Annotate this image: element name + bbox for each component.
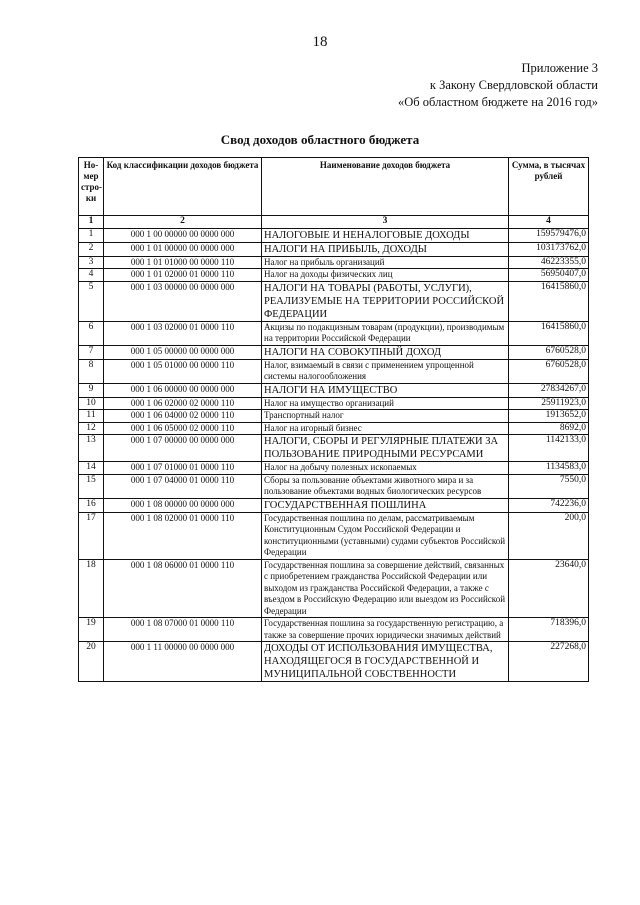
row-sum: 1913652,0 xyxy=(509,410,589,423)
row-name: НАЛОГОВЫЕ И НЕНАЛОГОВЫЕ ДОХОДЫ xyxy=(262,228,509,242)
col-number: 3 xyxy=(262,216,509,229)
col-number: 2 xyxy=(104,216,262,229)
row-sum: 6760528,0 xyxy=(509,359,589,383)
header-name: Наименование доходов бюджета xyxy=(262,158,509,216)
row-code: 000 1 08 00000 00 0000 000 xyxy=(104,498,262,512)
row-number: 2 xyxy=(79,242,104,256)
row-number: 5 xyxy=(79,281,104,321)
header-sum: Сумма, в тысячах рублей xyxy=(509,158,589,216)
row-sum: 8692,0 xyxy=(509,422,589,435)
header-row-number: Но-мер стро-ки xyxy=(79,158,104,216)
table-row xyxy=(79,345,589,359)
row-number: 18 xyxy=(79,559,104,618)
row-number: 6 xyxy=(79,321,104,345)
table-row xyxy=(79,618,589,642)
row-sum: 742236,0 xyxy=(509,498,589,512)
table-row xyxy=(79,642,589,682)
table-header-row xyxy=(79,158,589,216)
row-number: 4 xyxy=(79,269,104,282)
row-number: 17 xyxy=(79,512,104,559)
row-code: 000 1 06 00000 00 0000 000 xyxy=(104,383,262,397)
row-name: Транспортный налог xyxy=(262,410,509,423)
appendix-line-3: «Об областном бюджете на 2016 год» xyxy=(398,95,598,109)
table-row xyxy=(79,269,589,282)
row-name: Налог на добычу полезных ископаемых xyxy=(262,462,509,475)
row-code: 000 1 00 00000 00 0000 000 xyxy=(104,228,262,242)
appendix-block xyxy=(398,60,598,111)
document-title: Свод доходов областного бюджета xyxy=(220,132,420,147)
row-name: Налог на игорный бизнес xyxy=(262,422,509,435)
row-sum: 1134583,0 xyxy=(509,462,589,475)
table-row xyxy=(79,397,589,410)
row-name: НАЛОГИ НА СОВОКУПНЫЙ ДОХОД xyxy=(262,345,509,359)
row-sum: 1142133,0 xyxy=(509,435,589,462)
row-code: 000 1 01 01000 00 0000 110 xyxy=(104,256,262,269)
table-row xyxy=(79,242,589,256)
row-name: Государственная пошлина по делам, рассматриваемым Конституционным Судом Российской Федерации и конституционными (уставными) судами субъектов Российской Федерации xyxy=(262,512,509,559)
row-name: Налог на прибыль организаций xyxy=(262,256,509,269)
row-sum: 46223355,0 xyxy=(509,256,589,269)
row-number: 14 xyxy=(79,462,104,475)
row-code: 000 1 03 02000 01 0000 110 xyxy=(104,321,262,345)
row-number: 9 xyxy=(79,383,104,397)
column-number-row xyxy=(79,216,589,229)
row-code: 000 1 07 00000 00 0000 000 xyxy=(104,435,262,462)
row-sum: 7550,0 xyxy=(509,474,589,498)
header-code: Код классификации доходов бюджета xyxy=(104,158,262,216)
row-sum: 6760528,0 xyxy=(509,345,589,359)
row-name: НАЛОГИ НА ТОВАРЫ (РАБОТЫ, УСЛУГИ), РЕАЛИЗУЕМЫЕ НА ТЕРРИТОРИИ РОССИЙСКОЙ ФЕДЕРАЦИИ xyxy=(262,281,509,321)
row-sum: 718396,0 xyxy=(509,618,589,642)
table-row xyxy=(79,422,589,435)
row-sum: 25911923,0 xyxy=(509,397,589,410)
row-sum: 103173762,0 xyxy=(509,242,589,256)
row-code: 000 1 01 02000 01 0000 110 xyxy=(104,269,262,282)
row-number: 7 xyxy=(79,345,104,359)
table-row xyxy=(79,281,589,321)
row-sum: 16415860,0 xyxy=(509,281,589,321)
row-sum: 200,0 xyxy=(509,512,589,559)
row-name: НАЛОГИ НА ИМУЩЕСТВО xyxy=(262,383,509,397)
appendix-line-1: Приложение 3 xyxy=(521,61,598,75)
row-number: 3 xyxy=(79,256,104,269)
row-number: 8 xyxy=(79,359,104,383)
table-row xyxy=(79,410,589,423)
row-code: 000 1 01 00000 00 0000 000 xyxy=(104,242,262,256)
appendix-line-2: к Закону Свердловской области xyxy=(429,78,598,92)
row-sum: 56950407,0 xyxy=(509,269,589,282)
table-row xyxy=(79,256,589,269)
row-number: 11 xyxy=(79,410,104,423)
row-code: 000 1 07 04000 01 0000 110 xyxy=(104,474,262,498)
row-name: Государственная пошлина за совершение действий, связанных с приобретением гражданства Российской Федерации или выходом из гражданства Российской Федерации, а также с въездом в Российскую Федерацию или выездом из Российской Федерации xyxy=(262,559,509,618)
row-name: ДОХОДЫ ОТ ИСПОЛЬЗОВАНИЯ ИМУЩЕСТВА, НАХОДЯЩЕГОСЯ В ГОСУДАРСТВЕННОЙ И МУНИЦИПАЛЬНОЙ СОБСТВЕННОСТИ xyxy=(262,642,509,682)
row-code: 000 1 05 00000 00 0000 000 xyxy=(104,345,262,359)
table-row xyxy=(79,359,589,383)
row-name: Сборы за пользование объектами животного мира и за пользование объектами водных биологических ресурсов xyxy=(262,474,509,498)
row-number: 16 xyxy=(79,498,104,512)
row-number: 10 xyxy=(79,397,104,410)
row-name: НАЛОГИ НА ПРИБЫЛЬ, ДОХОДЫ xyxy=(262,242,509,256)
row-name: Государственная пошлина за государственную регистрацию, а также за совершение прочих юридически значимых действий xyxy=(262,618,509,642)
row-code: 000 1 03 00000 00 0000 000 xyxy=(104,281,262,321)
row-code: 000 1 05 01000 00 0000 110 xyxy=(104,359,262,383)
row-code: 000 1 06 05000 02 0000 110 xyxy=(104,422,262,435)
table-row xyxy=(79,228,589,242)
col-number: 1 xyxy=(79,216,104,229)
row-name: НАЛОГИ, СБОРЫ И РЕГУЛЯРНЫЕ ПЛАТЕЖИ ЗА ПОЛЬЗОВАНИЕ ПРИРОДНЫМИ РЕСУРСАМИ xyxy=(262,435,509,462)
table-row xyxy=(79,321,589,345)
row-number: 1 xyxy=(79,228,104,242)
row-code: 000 1 06 02000 02 0000 110 xyxy=(104,397,262,410)
row-code: 000 1 11 00000 00 0000 000 xyxy=(104,642,262,682)
row-code: 000 1 08 06000 01 0000 110 xyxy=(104,559,262,618)
row-code: 000 1 08 02000 01 0000 110 xyxy=(104,512,262,559)
row-code: 000 1 08 07000 01 0000 110 xyxy=(104,618,262,642)
row-number: 19 xyxy=(79,618,104,642)
table-row xyxy=(79,474,589,498)
row-name: Акцизы по подакцизным товарам (продукции), производимым на территории Российской Федерации xyxy=(262,321,509,345)
row-sum: 16415860,0 xyxy=(509,321,589,345)
row-number: 20 xyxy=(79,642,104,682)
row-sum: 23640,0 xyxy=(509,559,589,618)
row-number: 15 xyxy=(79,474,104,498)
page-number: 18 xyxy=(312,34,328,50)
row-name: Налог на доходы физических лиц xyxy=(262,269,509,282)
table-row xyxy=(79,512,589,559)
row-number: 12 xyxy=(79,422,104,435)
table-row xyxy=(79,462,589,475)
row-name: ГОСУДАРСТВЕННАЯ ПОШЛИНА xyxy=(262,498,509,512)
row-code: 000 1 06 04000 02 0000 110 xyxy=(104,410,262,423)
revenue-table xyxy=(78,157,589,682)
row-sum: 227268,0 xyxy=(509,642,589,682)
table-row xyxy=(79,435,589,462)
row-name: Налог, взимаемый в связи с применением упрощенной системы налогообложения xyxy=(262,359,509,383)
row-name: Налог на имущество организаций xyxy=(262,397,509,410)
row-code: 000 1 07 01000 01 0000 110 xyxy=(104,462,262,475)
row-sum: 159579476,0 xyxy=(509,228,589,242)
table-row xyxy=(79,559,589,618)
row-sum: 27834267,0 xyxy=(509,383,589,397)
table-row xyxy=(79,383,589,397)
col-number: 4 xyxy=(509,216,589,229)
row-number: 13 xyxy=(79,435,104,462)
table-row xyxy=(79,498,589,512)
